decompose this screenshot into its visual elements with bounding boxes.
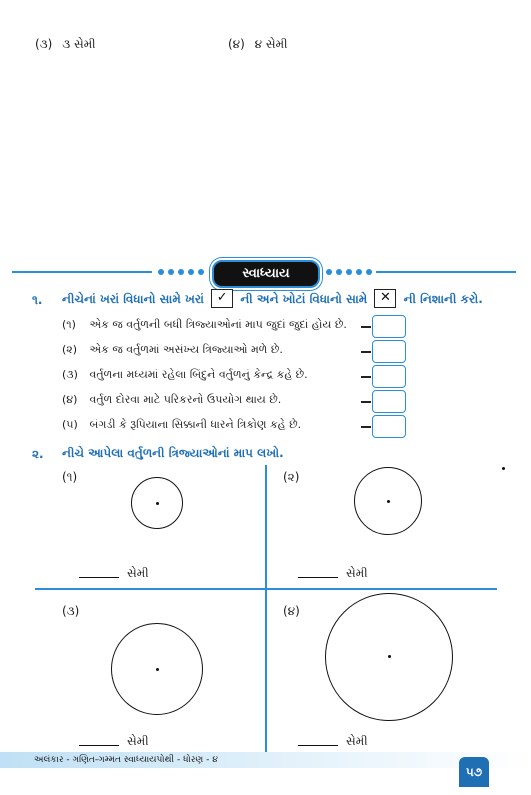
- divider-dot: [168, 269, 174, 275]
- circle-1-center: [156, 502, 159, 505]
- option-4-text: ૪ સેમી: [254, 37, 288, 51]
- answer-blank-3[interactable]: [79, 745, 119, 746]
- grid-divider-vertical: [265, 465, 267, 755]
- question-1-part1: નીચેનાં ખરાં વિધાનો સામે ખરાં: [62, 292, 204, 306]
- statement-number: (૪): [62, 393, 78, 406]
- statement-5: [62, 418, 301, 432]
- cell-4-number: (૪): [283, 604, 300, 618]
- answer-box-4[interactable]: [372, 390, 406, 413]
- answer-dash: [361, 426, 371, 428]
- option-4: [228, 37, 288, 52]
- statement-3: [62, 368, 308, 382]
- option-4-num: (૪): [228, 37, 245, 51]
- cell-1-number: (૧): [62, 470, 78, 484]
- cross-icon: ✕: [374, 289, 396, 308]
- option-3: [35, 37, 96, 52]
- stray-dot: [502, 467, 505, 470]
- answer-dash: [361, 376, 371, 378]
- cell-2-unit: સેમી: [346, 566, 368, 580]
- divider-dot: [336, 269, 342, 275]
- cell-4-unit: સેમી: [346, 734, 368, 748]
- answer-dash: [361, 401, 371, 403]
- page-number: ૫૭: [459, 757, 489, 787]
- cell-3-number: (૩): [62, 604, 80, 618]
- answer-dash: [361, 326, 371, 328]
- statement-text: બંગડી કે રૂપિયાના સિક્કાની ધારને ત્રિકોણ કહે છે.: [89, 418, 302, 431]
- statement-number: (૩): [62, 368, 78, 381]
- divider-dot: [346, 269, 352, 275]
- section-banner: સ્વાધ્યાય: [212, 260, 320, 288]
- statement-number: (૫): [62, 418, 78, 431]
- answer-blank-1[interactable]: [79, 577, 119, 578]
- option-3-text: ૩ સેમી: [62, 37, 96, 51]
- footer-text: અલંકાર - ગણિત-ગમ્મત સ્વાધ્યાયપોથી - ધોરણ - ૪: [34, 755, 218, 765]
- answer-box-3[interactable]: [372, 365, 406, 388]
- circle-3-center: [156, 668, 159, 671]
- divider-dot: [158, 269, 164, 275]
- question-2-instruction: નીચે આપેલા વર્તુળની ત્રિજ્યાઓનાં માપ લખો.: [62, 446, 284, 460]
- statement-text: એક જ વર્તુળમાં અસંખ્ય ત્રિજ્યાઓ મળે છે.: [89, 343, 283, 356]
- answer-blank-2[interactable]: [298, 577, 338, 578]
- answer-dash: [361, 351, 371, 353]
- question-1-instruction: [62, 290, 483, 309]
- question-1-number: ૧.: [32, 293, 43, 307]
- statement-number: (૨): [62, 343, 78, 356]
- answer-box-1[interactable]: [372, 315, 406, 338]
- divider-dot: [366, 269, 372, 275]
- cell-3-unit: સેમી: [127, 734, 149, 748]
- question-1-part3: ની નિશાની કરો.: [403, 292, 483, 306]
- statement-text: વર્તુળ દોરવા માટે પરિકરનો ઉપયોગ થાય છે.: [89, 393, 282, 406]
- page-footer: [0, 752, 531, 768]
- divider-dot: [188, 269, 194, 275]
- statement-number: (૧): [62, 318, 76, 331]
- divider-left: [12, 271, 152, 273]
- circle-4-center: [388, 655, 391, 658]
- divider-dot: [198, 269, 204, 275]
- question-1-part2: ની અને ખોટાં વિધાનો સામે: [240, 292, 368, 306]
- question-2-number: ૨.: [32, 447, 44, 461]
- divider-right: [376, 271, 516, 273]
- divider-dot: [356, 269, 362, 275]
- cell-1-unit: સેમી: [127, 566, 149, 580]
- statement-text: વર્તુળના મધ્યમાં રહેલા બિંદુને વર્તુળનું કેન્દ્ર કહે છે.: [89, 368, 308, 381]
- answer-box-5[interactable]: [372, 415, 406, 438]
- statement-4: [62, 393, 281, 407]
- tick-icon: ✓: [211, 289, 233, 308]
- cell-2-number: (૨): [283, 470, 300, 484]
- divider-dot: [326, 269, 332, 275]
- statement-text: એક જ વર્તુળની બધી ત્રિજ્યાઓનાં માપ જુદાં જુદાં હોય છે.: [89, 318, 347, 331]
- statement-1: [62, 318, 347, 332]
- grid-divider-horizontal: [35, 588, 497, 590]
- statement-2: [62, 343, 283, 357]
- option-3-num: (૩): [35, 37, 53, 51]
- divider-dot: [178, 269, 184, 275]
- circle-2-center: [387, 500, 390, 503]
- answer-blank-4[interactable]: [298, 745, 338, 746]
- answer-box-2[interactable]: [372, 340, 406, 363]
